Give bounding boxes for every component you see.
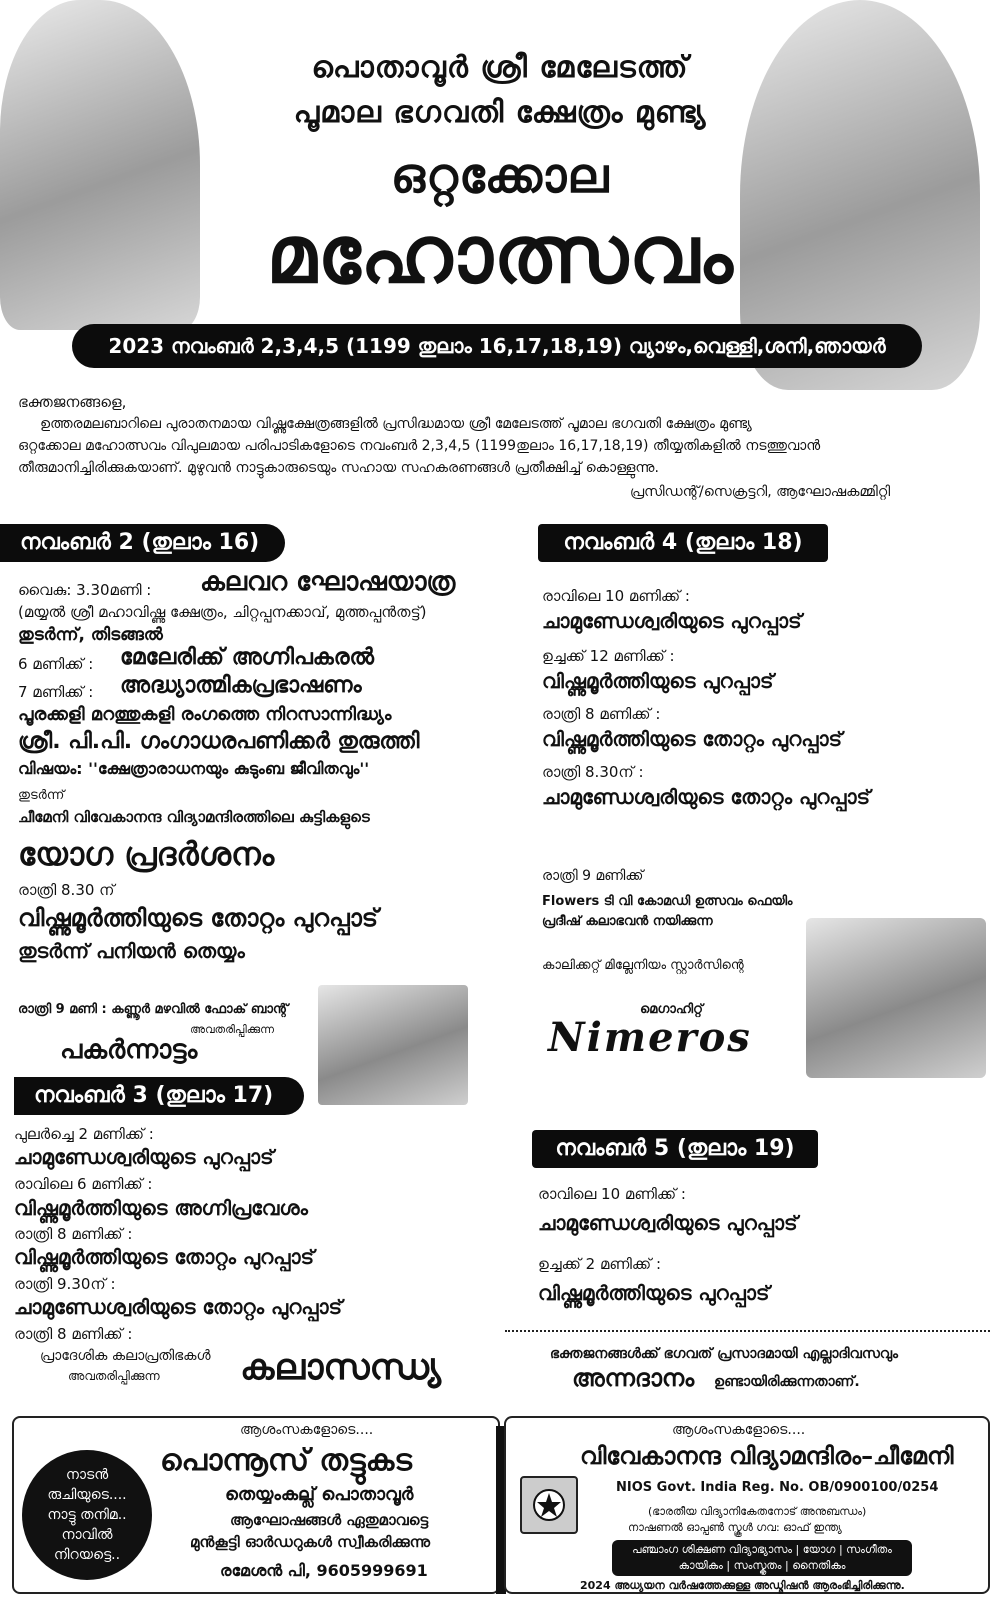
nov2-event-6: പകർന്നാട്ടം bbox=[60, 1035, 198, 1065]
ad-left-line1: ആഘോഷങ്ങൾ ഏതുമാവട്ടെ bbox=[230, 1511, 429, 1529]
ad-left-greeting: ആശംസകളോടെ.... bbox=[240, 1422, 374, 1438]
nov2-time-1: വൈകു: 3.30മണി : bbox=[18, 581, 152, 599]
nov4-event-5c: കാലിക്കറ്റ് മില്ലേനിയം സ്റ്റാർസിന്റെ bbox=[542, 958, 744, 973]
intro-greeting: ഭക്തജനങ്ങളെ, bbox=[18, 393, 127, 411]
nov4-event-5a: Flowers ടി വി കോമഡി ഉത്സവം ഫെയിം bbox=[542, 894, 793, 909]
nov3-event-3: വിഷ്ണുമൂർത്തിയുടെ തോറ്റം പുറപ്പാട് bbox=[14, 1245, 315, 1269]
nov4-event-5: Nimeros bbox=[548, 1014, 752, 1061]
intro-signature: പ്രസിഡന്റ്/സെക്രട്ടറി, ആഘോഷകമ്മിറ്റി bbox=[630, 484, 891, 500]
nov2-event-5: വിഷ്ണുമൂർത്തിയുടെ തോറ്റം പുറപ്പാട് bbox=[18, 904, 379, 932]
ad-right-line2: നാഷണൽ ഓപ്പൺ സ്കൂൾ ഗവ: ഓഫ് ഇന്ത്യ bbox=[628, 1521, 842, 1534]
nov3-event-5a: പ്രാദേശിക കലാപ്രതിഭകൾ bbox=[40, 1348, 211, 1364]
nov4-time-1: രാവിലെ 10 മണിക്ക് : bbox=[542, 587, 690, 605]
annadanam-divider bbox=[505, 1330, 990, 1332]
nov4-event-3: വിഷ്ണുമൂർത്തിയുടെ തോറ്റം പുറപ്പാട് bbox=[542, 727, 843, 751]
nov5-time-1: രാവിലെ 10 മണിക്ക് : bbox=[538, 1185, 686, 1203]
nov4-event-5-small: മെഗാഹിറ്റ് bbox=[640, 1002, 703, 1017]
ad-right-footer: 2024 അധ്യയന വർഷത്തേക്കുള്ള അഡ്മിഷൻ ആരംഭിച്ചിരിക്കുന്നു. bbox=[580, 1579, 905, 1592]
ad-right-greeting: ആശംസകളോടെ.... bbox=[672, 1422, 806, 1438]
nov2-event-2: മേലേരിക്ക് അഗ്നിപകരൽ bbox=[120, 645, 375, 670]
nov2-event-4: യോഗ പ്രദർശനം bbox=[18, 835, 275, 873]
ad-right-name: വിവേകാനന്ദ വിദ്യാമന്ദിരം–ചീമേനി bbox=[580, 1442, 954, 1470]
nov4-event-5b: പ്രദീഷ് കലാഭവൻ നയിക്കുന്ന bbox=[542, 914, 713, 929]
nov3-time-1: പുലർച്ചെ 2 മണിക്ക് : bbox=[14, 1125, 154, 1143]
intro-body-3: തീരുമാനിച്ചിരിക്കുകയാണ്. മുഴുവൻ നാട്ടുകാരുടെയും സഹായ സഹകരണങ്ങൾ പ്രതീക്ഷിച്ച് കൊള്ളുന്നു. bbox=[18, 460, 659, 476]
nov3-time-3: രാത്രി 8 മണിക്ക് : bbox=[14, 1225, 133, 1243]
nov4-event-4: ചാമുണ്ഡേശ്വരിയുടെ തോറ്റം പുറപ്പാട് bbox=[542, 785, 871, 809]
nov4-time-4: രാത്രി 8.30ന് : bbox=[542, 763, 644, 781]
nov5-event-2: വിഷ്ണുമൂർത്തിയുടെ പുറപ്പാട് bbox=[538, 1281, 770, 1305]
ad-right-tags bbox=[612, 1540, 912, 1576]
nov2-event-3c: വിഷയം: ''ക്ഷേത്രാരാധനയും കുടുംബ ജീവിതവും'' bbox=[18, 759, 370, 778]
nov4-event-2: വിഷ്ണുമൂർത്തിയുടെ പുറപ്പാട് bbox=[542, 669, 774, 693]
ad-right-line1: (ഭാരതീയ വിദ്യാനികേതനോട് അനുബന്ധം) bbox=[648, 1505, 867, 1518]
school-emblem-icon bbox=[520, 1476, 578, 1534]
festival-title-big: മഹോത്സവം bbox=[266, 208, 734, 301]
nov3-event-4: ചാമുണ്ഡേശ്വരിയുടെ തോറ്റം പുറപ്പാട് bbox=[14, 1295, 343, 1319]
nov3-time-2: രാവിലെ 6 മണിക്ക് : bbox=[14, 1175, 153, 1193]
nov5-heading: നവംബർ 5 (തുലാം 19) bbox=[532, 1130, 818, 1168]
nov3-heading: നവംബർ 3 (തുലാം 17) bbox=[14, 1077, 304, 1115]
nov2-event-1b: തുടർന്ന്, തിടങ്ങൽ bbox=[18, 625, 163, 645]
nov2-event-3: അദ്ധ്യാത്മികപ്രഭാഷണം bbox=[120, 673, 362, 698]
nov4-time-2: ഉച്ചക്ക് 12 മണിക്ക് : bbox=[542, 647, 675, 665]
intro-body-2: ഒറ്റക്കോല മഹോത്സവം വിപുലമായ പരിപാടികളോടെ നവംബർ 2,3,4,5 (1199തുലാം 16,17,18,19) തീയ്യതികളിൽ നടത്തുവാൻ bbox=[18, 438, 821, 454]
temple-name-line1: പൊതാവൂർ ശ്രീ മേലേടത്ത് bbox=[311, 50, 689, 85]
nov5-event-1: ചാമുണ്ഡേശ്വരിയുടെ പുറപ്പാട് bbox=[538, 1211, 798, 1235]
nov2-time-2: 6 മണിക്ക് : bbox=[18, 655, 94, 673]
nov3-event-5: കലാസന്ധ്യ bbox=[240, 1347, 442, 1388]
nov2-event-3b: ശ്രീ. പി.പി. ഗംഗാധരപണിക്കർ തുരുത്തി bbox=[18, 729, 420, 754]
nov3-event-5b: അവതരിപ്പിക്കുന്ന bbox=[68, 1369, 160, 1383]
ad-left-line2: മുൻകൂട്ടി ഓർഡറുകൾ സ്വീകരിക്കുന്നു bbox=[190, 1533, 431, 1551]
nov3-time-5: രാത്രി 8 മണിക്ക് : bbox=[14, 1325, 133, 1343]
annadanam-line2: ഉണ്ടായിരിക്കുന്നതാണ്. bbox=[714, 1374, 860, 1390]
date-bar-text: 2023 നവംബർ 2,3,4,5 (1199 തുലാം 16,17,18,19) വ്യാഴം,വെള്ളി,ശനി,ഞായർ bbox=[108, 334, 886, 358]
nov3-event-1: ചാമുണ്ഡേശ്വരിയുടെ പുറപ്പാട് bbox=[14, 1145, 274, 1169]
ad-right-reg: NIOS Govt. India Reg. No. OB/0900100/0254 bbox=[616, 1480, 939, 1495]
nov3-time-4: രാത്രി 9.30ന് : bbox=[14, 1275, 116, 1293]
nov4-time-5: രാത്രി 9 മണിക്ക് bbox=[542, 868, 644, 884]
nov2-event-6-pre: അവതരിപ്പിക്കുന്ന bbox=[190, 1023, 274, 1036]
annadanam-line1: ഭക്തജനങ്ങൾക്ക് ഭഗവത് പ്രസാദമായി എല്ലാദിവസവും bbox=[550, 1346, 898, 1362]
festival-title-small: ഒറ്റക്കോല bbox=[390, 148, 610, 204]
date-bar bbox=[72, 324, 922, 368]
ad-right-tags-1: പഞ്ചാംഗ ശിക്ഷണ വിദ്യാഭ്യാസം | യോഗ | സംഗീതം bbox=[632, 1543, 892, 1556]
nov2-time-5: രാത്രി 8.30 ന് bbox=[18, 881, 115, 899]
comedy-troupe-image bbox=[806, 918, 986, 1078]
nov4-event-1: ചാമുണ്ഡേശ്വരിയുടെ പുറപ്പാട് bbox=[542, 609, 802, 633]
ad-left-circle bbox=[22, 1450, 152, 1580]
intro-body-1: ഉത്തരമലബാറിലെ പുരാതനമായ വിഷ്ണുക്ഷേത്രങ്ങളിൽ പ്രസിദ്ധമായ ശ്രീ മേലേടത്ത് പൂമാല ഭഗവതി ക്ഷേത്രം മുണ്ട്യ bbox=[40, 416, 752, 432]
nov2-time-6: രാത്രി 9 മണി : കണ്ണൂർ മഴവിൽ ഫോക് ബാന്റ് bbox=[18, 1002, 289, 1017]
temple-name-line2: പൂമാല ഭഗവതി ക്ഷേത്രം മുണ്ട്യ bbox=[293, 95, 707, 130]
nov2-event-1-sub: (മയ്യൽ ശ്രീ മഹാവിഷ്ണു ക്ഷേത്രം, ചിറ്റപ്പനക്കാവ്, മുത്തപ്പൻതട്ട്) bbox=[18, 603, 427, 621]
nov4-heading: നവംബർ 4 (തുലാം 18) bbox=[538, 524, 828, 562]
nov4-time-3: രാത്രി 8 മണിക്ക് : bbox=[542, 705, 661, 723]
ad-left-contact: രമേശൻ പി, 9605999691 bbox=[220, 1561, 428, 1580]
nov2-heading: നവംബർ 2 (തുലാം 16) bbox=[0, 524, 285, 562]
annadanam-big: അന്നദാനം bbox=[572, 1364, 695, 1392]
ad-left-name: പൊന്നൂസ് തട്ടുകട bbox=[160, 1443, 412, 1478]
nov2-event-4a: ചീമേനി വിവേകാനന്ദ വിദ്യാമന്ദിരത്തിലെ കുട്ടികളുടെ bbox=[18, 808, 370, 826]
nov2-event-1: കലവറ ഘോഷയാത്ര bbox=[200, 567, 456, 597]
nov2-event-4-pre: തുടർന്ന് bbox=[18, 788, 65, 803]
nov5-time-2: ഉച്ചക്ക് 2 മണിക്ക് : bbox=[538, 1255, 662, 1273]
ad-left-circle-text: നാടൻ രുചിയുടെ.... നാട്ടു തനിമ.. നാവിൽ നിറയട്ടെ.. bbox=[47, 1467, 127, 1563]
ad-right-tags-2: കായികം | സംസ്കൃതം | നൈതികം bbox=[678, 1559, 846, 1572]
nov2-event-3a: പൂരക്കളി മറത്തുകളി രംഗത്തെ നിറസാന്നിദ്ധ്യം bbox=[18, 704, 392, 725]
ad-left-place: തെയ്യംകല്ല് പൊതാവൂർ bbox=[225, 1484, 414, 1505]
nov2-event-5b: തുടർന്ന് പനിയൻ തെയ്യം bbox=[18, 939, 245, 963]
nov2-time-3: 7 മണിക്ക് : bbox=[18, 683, 94, 701]
folk-band-poster-image bbox=[318, 985, 468, 1105]
nov3-event-2: വിഷ്ണുമൂർത്തിയുടെ അഗ്നിപ്രവേശം bbox=[14, 1196, 308, 1220]
